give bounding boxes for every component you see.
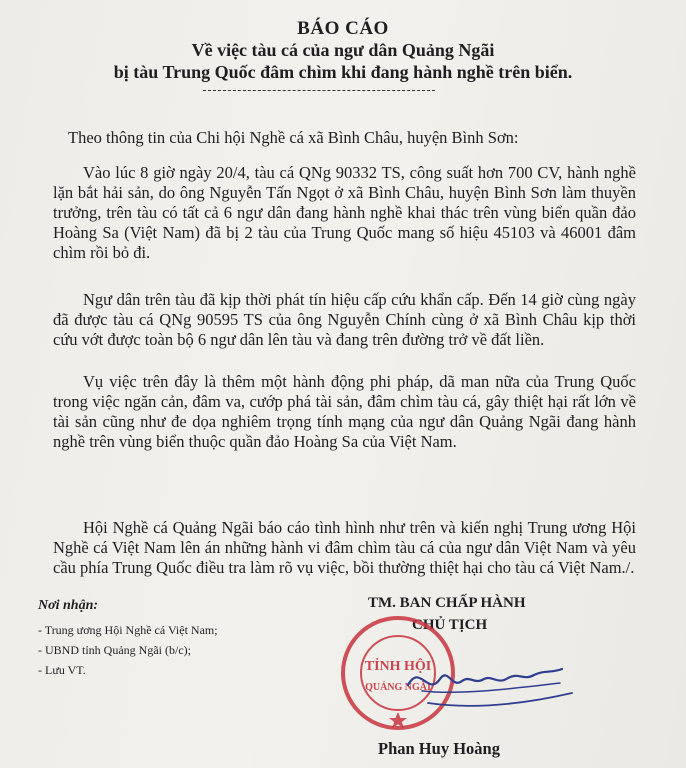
paragraph-request: Hội Nghề cá Quảng Ngãi báo cáo tình hình như trên và kiến nghị Trung ương Hội Nghề cá Việt Nam lên án những hành vi đâm chìm tàu cá của ngư dân Việt Nam và yêu cầu phía Trung Quốc điều tra làm rõ vụ việc, bồi thường thiệt hại cho tàu cá Việt Nam./. xyxy=(53,518,636,577)
title-divider xyxy=(203,90,435,91)
document-subtitle-line1: Về việc tàu cá của ngư dân Quảng Ngãi xyxy=(191,40,495,60)
signature-position-line1: TM. BAN CHẤP HÀNH xyxy=(368,595,526,611)
signer-name: Phan Huy Hoàng xyxy=(378,739,500,758)
intro-line: Theo thông tin của Chi hội Nghề cá xã Bình Châu, huyện Bình Sơn: xyxy=(68,128,519,147)
document-title: BÁO CÁO xyxy=(297,18,389,39)
document-subtitle-line2: bị tàu Trung Quốc đâm chìm khi đang hành nghề trên biển. xyxy=(113,62,573,82)
paragraph-rescue: Ngư dân trên tàu đã kịp thời phát tín hiệu cấp cứu khẩn cấp. Đến 14 giờ cùng ngày đã được tàu cá QNg 90595 TS của ông Nguyễn Chính cùng ở xã Bình Châu kịp thời cứu vớt được toàn bộ 6 ngư dân lên tàu và đang trên đường trở về đất liền. xyxy=(53,290,636,349)
signature-position-line2: CHỦ TỊCH xyxy=(412,617,488,633)
recipient-item: - Lưu VT. xyxy=(38,663,86,677)
seal-center-text: TỈNH HỘI xyxy=(364,659,432,674)
recipient-item: - UBND tỉnh Quảng Ngãi (b/c); xyxy=(38,643,191,657)
recipients-title: Nơi nhận: xyxy=(38,598,99,613)
recipients-list xyxy=(38,620,218,680)
paragraph-condemnation: Vụ việc trên đây là thêm một hành động phi pháp, dã man nữa của Trung Quốc trong việc ngăn cản, đâm va, cướp phá tài sản, đâm chìm tàu cá, gây thiệt hại rất lớn về tài sản cũng như đe dọa nghiêm trọng tính mạng của ngư dân Quảng Ngãi đang hành nghề trên vùng biển thuộc quần đảo Hoàng Sa của Việt Nam. xyxy=(53,372,636,451)
paragraph-incident: Vào lúc 8 giờ ngày 20/4, tàu cá QNg 90332 TS, công suất hơn 700 CV, hành nghề lặn bắt hải sản, do ông Nguyễn Tấn Ngọt ở xã Bình Châu, huyện Bình Sơn làm thuyền trưởng, trên tàu có tất cả 6 ngư dân đang hành nghề khai thác trên vùng biển quần đảo Hoàng Sa (Việt Nam) đã bị 2 tàu của Trung Quốc mang số hiệu 45103 và 46001 đâm chìm rồi bỏ đi. xyxy=(53,163,636,262)
seal-sub-text: QUẢNG NGÃI xyxy=(365,682,431,693)
handwritten-signature xyxy=(400,645,580,715)
recipient-item: - Trung ương Hội Nghề cá Việt Nam; xyxy=(38,623,218,637)
